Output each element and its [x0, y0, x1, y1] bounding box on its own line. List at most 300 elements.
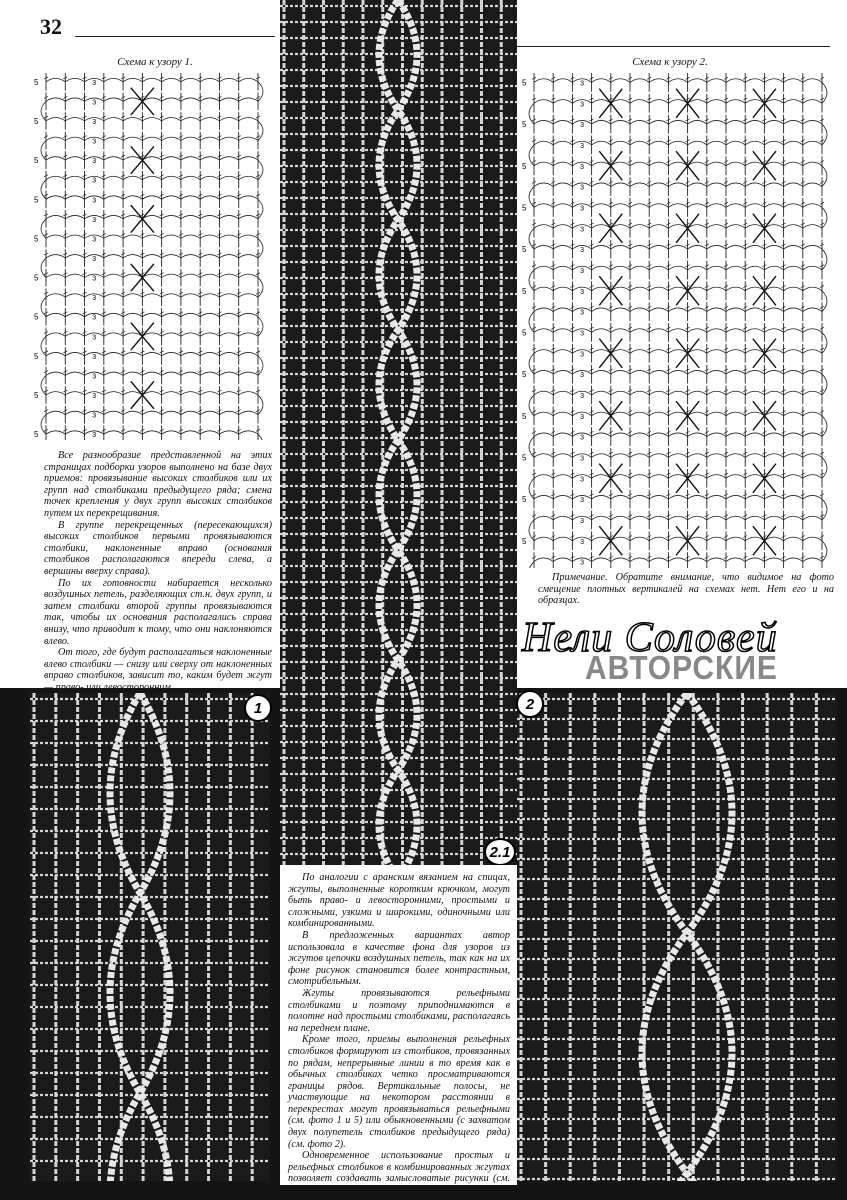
chain-arc [611, 433, 630, 437]
turning-loop [529, 562, 534, 568]
chain-arc [803, 454, 822, 458]
chain-arc [123, 196, 142, 199]
chain-arc [104, 274, 123, 277]
chain-arc [65, 235, 84, 238]
chain-arc [46, 411, 65, 414]
note-text [538, 572, 834, 607]
chain-arc [592, 370, 611, 374]
note-paragraph: Примечание. Обратите внимание, что видимое на фото смещение плотных вертикалей на схемах нет. Нет его и на образцах. [538, 572, 834, 607]
chain-arc [668, 79, 687, 83]
row-mark: 5 [34, 312, 39, 322]
chain-arc [46, 196, 65, 199]
chain-arc [668, 329, 687, 333]
chain-arc [142, 137, 161, 140]
turning-loop [822, 249, 827, 270]
chain-arc [611, 308, 630, 312]
chain-arc [200, 372, 219, 375]
chain-arc [219, 235, 238, 238]
chain-arc [553, 370, 572, 374]
chain-arc [726, 370, 745, 374]
chain-arc [745, 516, 764, 520]
chain-arc [764, 454, 783, 458]
chain-arc [534, 183, 553, 187]
chain-arc [104, 411, 123, 414]
row-mark: 5 [522, 120, 527, 130]
chain-arc [726, 537, 745, 541]
chain-arc [181, 176, 200, 179]
chain-arc [104, 137, 123, 140]
turning-loop [822, 291, 827, 312]
chain-arc [534, 79, 553, 83]
chain-arc [181, 157, 200, 160]
chain-arc [239, 255, 258, 258]
row-mark: 3 [92, 99, 97, 107]
chain-arc [239, 431, 258, 434]
chain-arc [611, 245, 630, 249]
chain-arc [630, 287, 649, 291]
chain-arc [123, 255, 142, 258]
chain-arc [764, 495, 783, 499]
chain-arc [200, 118, 219, 121]
turning-loop [529, 478, 534, 499]
chain-arc [611, 266, 630, 270]
row-mark: 3 [580, 330, 584, 338]
chain-arc [726, 329, 745, 333]
chain-arc [219, 274, 238, 277]
chain-arc [611, 495, 630, 499]
chain-arc [803, 183, 822, 187]
chain-arc [553, 183, 572, 187]
row-mark: 5 [522, 245, 527, 255]
turning-loop [529, 395, 534, 416]
chain-arc [668, 141, 687, 145]
chain-arc [592, 266, 611, 270]
chain-arc [726, 162, 745, 166]
row-mark: 5 [34, 156, 39, 166]
chain-arc [688, 266, 707, 270]
chain-arc [219, 157, 238, 160]
chain-arc [534, 308, 553, 312]
chain-arc [181, 431, 200, 434]
chain-arc [162, 274, 181, 277]
chain-arc [649, 245, 668, 249]
chain-arc [142, 372, 161, 375]
turning-loop [258, 238, 263, 258]
chain-arc [784, 412, 803, 416]
row-mark: 5 [522, 411, 527, 421]
chain-arc [707, 287, 726, 291]
row-mark: 3 [580, 559, 584, 567]
chain-arc [239, 98, 258, 101]
chain-arc [553, 308, 572, 312]
row-mark: 3 [92, 216, 97, 224]
chain-arc [142, 431, 161, 434]
chain-arc [181, 274, 200, 277]
chain-arc [688, 204, 707, 208]
row-mark: 3 [580, 101, 584, 109]
chain-arc [553, 287, 572, 291]
turning-loop [258, 121, 263, 141]
chain-arc [726, 350, 745, 354]
chain-arc [649, 100, 668, 104]
turning-loop [822, 541, 827, 562]
chain-arc [46, 431, 65, 434]
chain-arc [239, 411, 258, 414]
chain-arc [649, 558, 668, 562]
chain-arc [707, 475, 726, 479]
chain-arc [745, 120, 764, 124]
chain-arc [553, 350, 572, 354]
chain-arc [534, 120, 553, 124]
chain-arc [726, 391, 745, 395]
header-rule-right [517, 46, 830, 47]
chain-arc [46, 137, 65, 140]
row-mark: 3 [580, 226, 584, 234]
chain-arc [649, 183, 668, 187]
turning-loop [822, 332, 827, 353]
chain-arc [611, 391, 630, 395]
chain-arc [104, 392, 123, 395]
chain-arc [688, 516, 707, 520]
chain-arc [649, 120, 668, 124]
turning-loop [529, 437, 534, 458]
chain-arc [649, 433, 668, 437]
chain-arc [688, 433, 707, 437]
chain-arc [219, 196, 238, 199]
chain-arc [239, 215, 258, 218]
chain-arc [784, 245, 803, 249]
chain-arc [707, 495, 726, 499]
chain-arc [784, 433, 803, 437]
chain-arc [104, 157, 123, 160]
chain-arc [630, 162, 649, 166]
row-mark: 3 [92, 295, 97, 303]
chain-arc [630, 79, 649, 83]
row-mark: 3 [92, 432, 97, 440]
chain-arc [219, 333, 238, 336]
chain-arc [611, 120, 630, 124]
chain-arc [553, 412, 572, 416]
chain-arc [142, 352, 161, 355]
chain-arc [649, 79, 668, 83]
chain-arc [534, 225, 553, 229]
chain-arc [219, 78, 238, 81]
intro-paragraph: По их готовности набирается несколько воздушных петель, разделяющих ст.н. двух групп, и затем столбики второй группы провязываются так, чтобы их основания располагались справа внизу, что приводит к тому, что они наклоняются влево. [44, 577, 272, 647]
chain-arc [688, 183, 707, 187]
chain-arc [592, 204, 611, 208]
chain-arc [200, 333, 219, 336]
chain-arc [200, 294, 219, 297]
chain-arc [764, 433, 783, 437]
chain-arc [668, 516, 687, 520]
chain-arc [707, 412, 726, 416]
chain-arc [688, 308, 707, 312]
chain-arc [630, 412, 649, 416]
chain-arc [688, 391, 707, 395]
chain-arc [123, 176, 142, 179]
chain-arc [239, 313, 258, 316]
row-mark: 5 [34, 391, 39, 401]
chain-arc [104, 196, 123, 199]
chain-arc [553, 329, 572, 333]
chain-arc [534, 558, 553, 562]
chain-arc [707, 183, 726, 187]
chain-arc [784, 79, 803, 83]
chain-arc [553, 558, 572, 562]
chain-arc [764, 370, 783, 374]
chain-arc [239, 274, 258, 277]
chain-arc [726, 287, 745, 291]
chain-arc [726, 141, 745, 145]
row-mark: 3 [580, 142, 584, 150]
turning-loop [258, 317, 263, 337]
chain-arc [104, 235, 123, 238]
chain-arc [142, 235, 161, 238]
chain-arc [592, 329, 611, 333]
turning-loop [41, 219, 46, 239]
chain-arc [668, 308, 687, 312]
chain-arc [745, 391, 764, 395]
row-mark: 3 [92, 118, 97, 126]
row-mark: 5 [34, 430, 39, 440]
chain-arc [649, 370, 668, 374]
chain-arc [46, 235, 65, 238]
chain-arc [65, 431, 84, 434]
chain-arc [630, 433, 649, 437]
chain-arc [219, 176, 238, 179]
chain-arc [707, 204, 726, 208]
chain-arc [649, 537, 668, 541]
chain-arc [162, 196, 181, 199]
chain-arc [553, 433, 572, 437]
row-mark: 3 [92, 275, 97, 283]
chain-arc [219, 255, 238, 258]
chain-arc [784, 329, 803, 333]
chain-arc [649, 329, 668, 333]
chain-arc [592, 79, 611, 83]
main-paragraph: Кроме того, приемы выполнения рельефных столбиков формируют из столбиков, провязанных по рядам, непрерывные линии в то время как в обычных столбиках четко просматриваются границы рядов. Вертикальные полосы, не участвующие на некотором расстоянии в перекрестах могут провязываться рельефными (см. фото 1 и 5) или обыкновенными (с захватом двух полупетель столбиков предыдущего ряда) (см. фото 2). [288, 1034, 510, 1150]
chain-arc [104, 431, 123, 434]
chain-arc [553, 475, 572, 479]
chain-arc [726, 79, 745, 83]
chain-arc [784, 454, 803, 458]
chain-arc [553, 100, 572, 104]
row-mark: 5 [522, 328, 527, 338]
turning-loop [529, 187, 534, 208]
chain-arc [803, 100, 822, 104]
turning-loop [258, 356, 263, 376]
chain-arc [707, 79, 726, 83]
chain-arc [142, 196, 161, 199]
chain-arc [668, 558, 687, 562]
chain-arc [65, 372, 84, 375]
chain-arc [200, 157, 219, 160]
chain-arc [745, 141, 764, 145]
chain-arc [803, 120, 822, 124]
intro-text [44, 450, 272, 693]
photo-2-1 [280, 0, 517, 865]
row-mark: 3 [580, 163, 584, 171]
turning-loop [822, 416, 827, 437]
chain-arc [534, 516, 553, 520]
chain-arc [726, 266, 745, 270]
chain-arc [162, 294, 181, 297]
chain-arc [65, 196, 84, 199]
chain-arc [803, 225, 822, 229]
chain-arc [649, 162, 668, 166]
chain-arc [803, 412, 822, 416]
chain-arc [707, 162, 726, 166]
chain-arc [46, 215, 65, 218]
turning-loop [529, 353, 534, 374]
row-mark: 5 [34, 77, 39, 87]
chain-arc [65, 333, 84, 336]
chain-arc [745, 266, 764, 270]
chain-arc [123, 431, 142, 434]
turning-loop [258, 199, 263, 219]
chain-arc [784, 141, 803, 145]
chain-arc [219, 98, 238, 101]
turning-loop [529, 270, 534, 291]
chain-arc [668, 245, 687, 249]
scheme1-diagram [32, 68, 272, 440]
chain-arc [649, 204, 668, 208]
chain-arc [803, 308, 822, 312]
chain-arc [104, 215, 123, 218]
chain-arc [649, 225, 668, 229]
cable-strand [642, 693, 687, 1181]
turning-loop [529, 228, 534, 249]
chain-arc [745, 245, 764, 249]
chain-arc [534, 329, 553, 333]
main-paragraph: Жгуты провязываются рельефными столбиками и поэтому приподнимаются в полотне над простыми столбиками, располагаясь на переднем плане. [288, 987, 510, 1034]
chain-arc [181, 333, 200, 336]
chain-arc [181, 215, 200, 218]
chain-arc [162, 333, 181, 336]
row-mark: 3 [92, 412, 97, 420]
chain-arc [611, 329, 630, 333]
chain-arc [726, 204, 745, 208]
chain-arc [162, 235, 181, 238]
chain-arc [65, 118, 84, 121]
chain-arc [707, 120, 726, 124]
intro-paragraph: Все разнообразие представленной на этих страницах подборки узоров выполнено на базе двух приемов: провязывание высоких столбиков или их групп над столбиками предыдущего ряда; смена точек крепления у двух групп высоких столбиков путем их перекрещивания. [44, 450, 272, 519]
turning-loop [41, 258, 46, 278]
chain-arc [104, 255, 123, 258]
chain-arc [553, 204, 572, 208]
chain-arc [46, 313, 65, 316]
chain-arc [534, 204, 553, 208]
chain-arc [65, 157, 84, 160]
chain-arc [745, 495, 764, 499]
chain-arc [803, 537, 822, 541]
chain-arc [688, 370, 707, 374]
chain-arc [707, 558, 726, 562]
chain-arc [649, 412, 668, 416]
chain-arc [630, 516, 649, 520]
chain-arc [46, 255, 65, 258]
chain-arc [162, 392, 181, 395]
row-mark: 3 [92, 177, 97, 185]
chain-arc [65, 411, 84, 414]
chain-arc [668, 183, 687, 187]
chain-arc [104, 118, 123, 121]
chain-arc [65, 255, 84, 258]
chain-arc [219, 431, 238, 434]
chain-arc [707, 100, 726, 104]
turning-loop [529, 520, 534, 541]
turning-loop [822, 82, 827, 103]
chain-arc [688, 79, 707, 83]
row-mark: 3 [92, 197, 97, 205]
chain-arc [162, 98, 181, 101]
chain-arc [239, 137, 258, 140]
cable-strand [398, 0, 417, 865]
chain-arc [764, 183, 783, 187]
chain-arc [649, 308, 668, 312]
chain-arc [592, 120, 611, 124]
chain-arc [65, 215, 84, 218]
chain-arc [630, 454, 649, 458]
chain-arc [104, 313, 123, 316]
photo-2-badge: 2 [516, 690, 544, 718]
chain-arc [142, 176, 161, 179]
row-mark: 3 [580, 392, 584, 400]
turning-loop [529, 145, 534, 166]
chain-arc [592, 308, 611, 312]
chain-arc [668, 454, 687, 458]
chain-arc [592, 433, 611, 437]
turning-loop [41, 336, 46, 356]
chain-arc [649, 495, 668, 499]
row-mark: 5 [522, 161, 527, 171]
chain-arc [784, 287, 803, 291]
chain-arc [784, 391, 803, 395]
row-mark: 5 [522, 78, 527, 88]
chain-arc [784, 120, 803, 124]
chain-arc [630, 245, 649, 249]
chain-arc [219, 392, 238, 395]
chain-arc [707, 308, 726, 312]
chain-arc [553, 537, 572, 541]
chain-arc [534, 266, 553, 270]
chain-arc [534, 537, 553, 541]
chain-arc [726, 100, 745, 104]
series-title: АВТОРСКИЕ [585, 650, 778, 687]
chain-arc [239, 196, 258, 199]
chain-arc [46, 98, 65, 101]
chain-arc [707, 350, 726, 354]
chain-arc [219, 215, 238, 218]
chain-arc [668, 120, 687, 124]
chain-arc [181, 78, 200, 81]
chain-arc [104, 294, 123, 297]
chain-arc [688, 454, 707, 458]
chain-arc [611, 183, 630, 187]
chain-arc [239, 294, 258, 297]
chain-arc [668, 433, 687, 437]
chain-arc [142, 411, 161, 414]
chain-arc [630, 391, 649, 395]
chain-arc [745, 433, 764, 437]
turning-loop [529, 312, 534, 333]
row-mark: 3 [580, 309, 584, 317]
chain-arc [649, 350, 668, 354]
chain-arc [630, 183, 649, 187]
turning-loop [258, 395, 263, 415]
chain-arc [104, 98, 123, 101]
row-mark: 3 [580, 476, 584, 484]
